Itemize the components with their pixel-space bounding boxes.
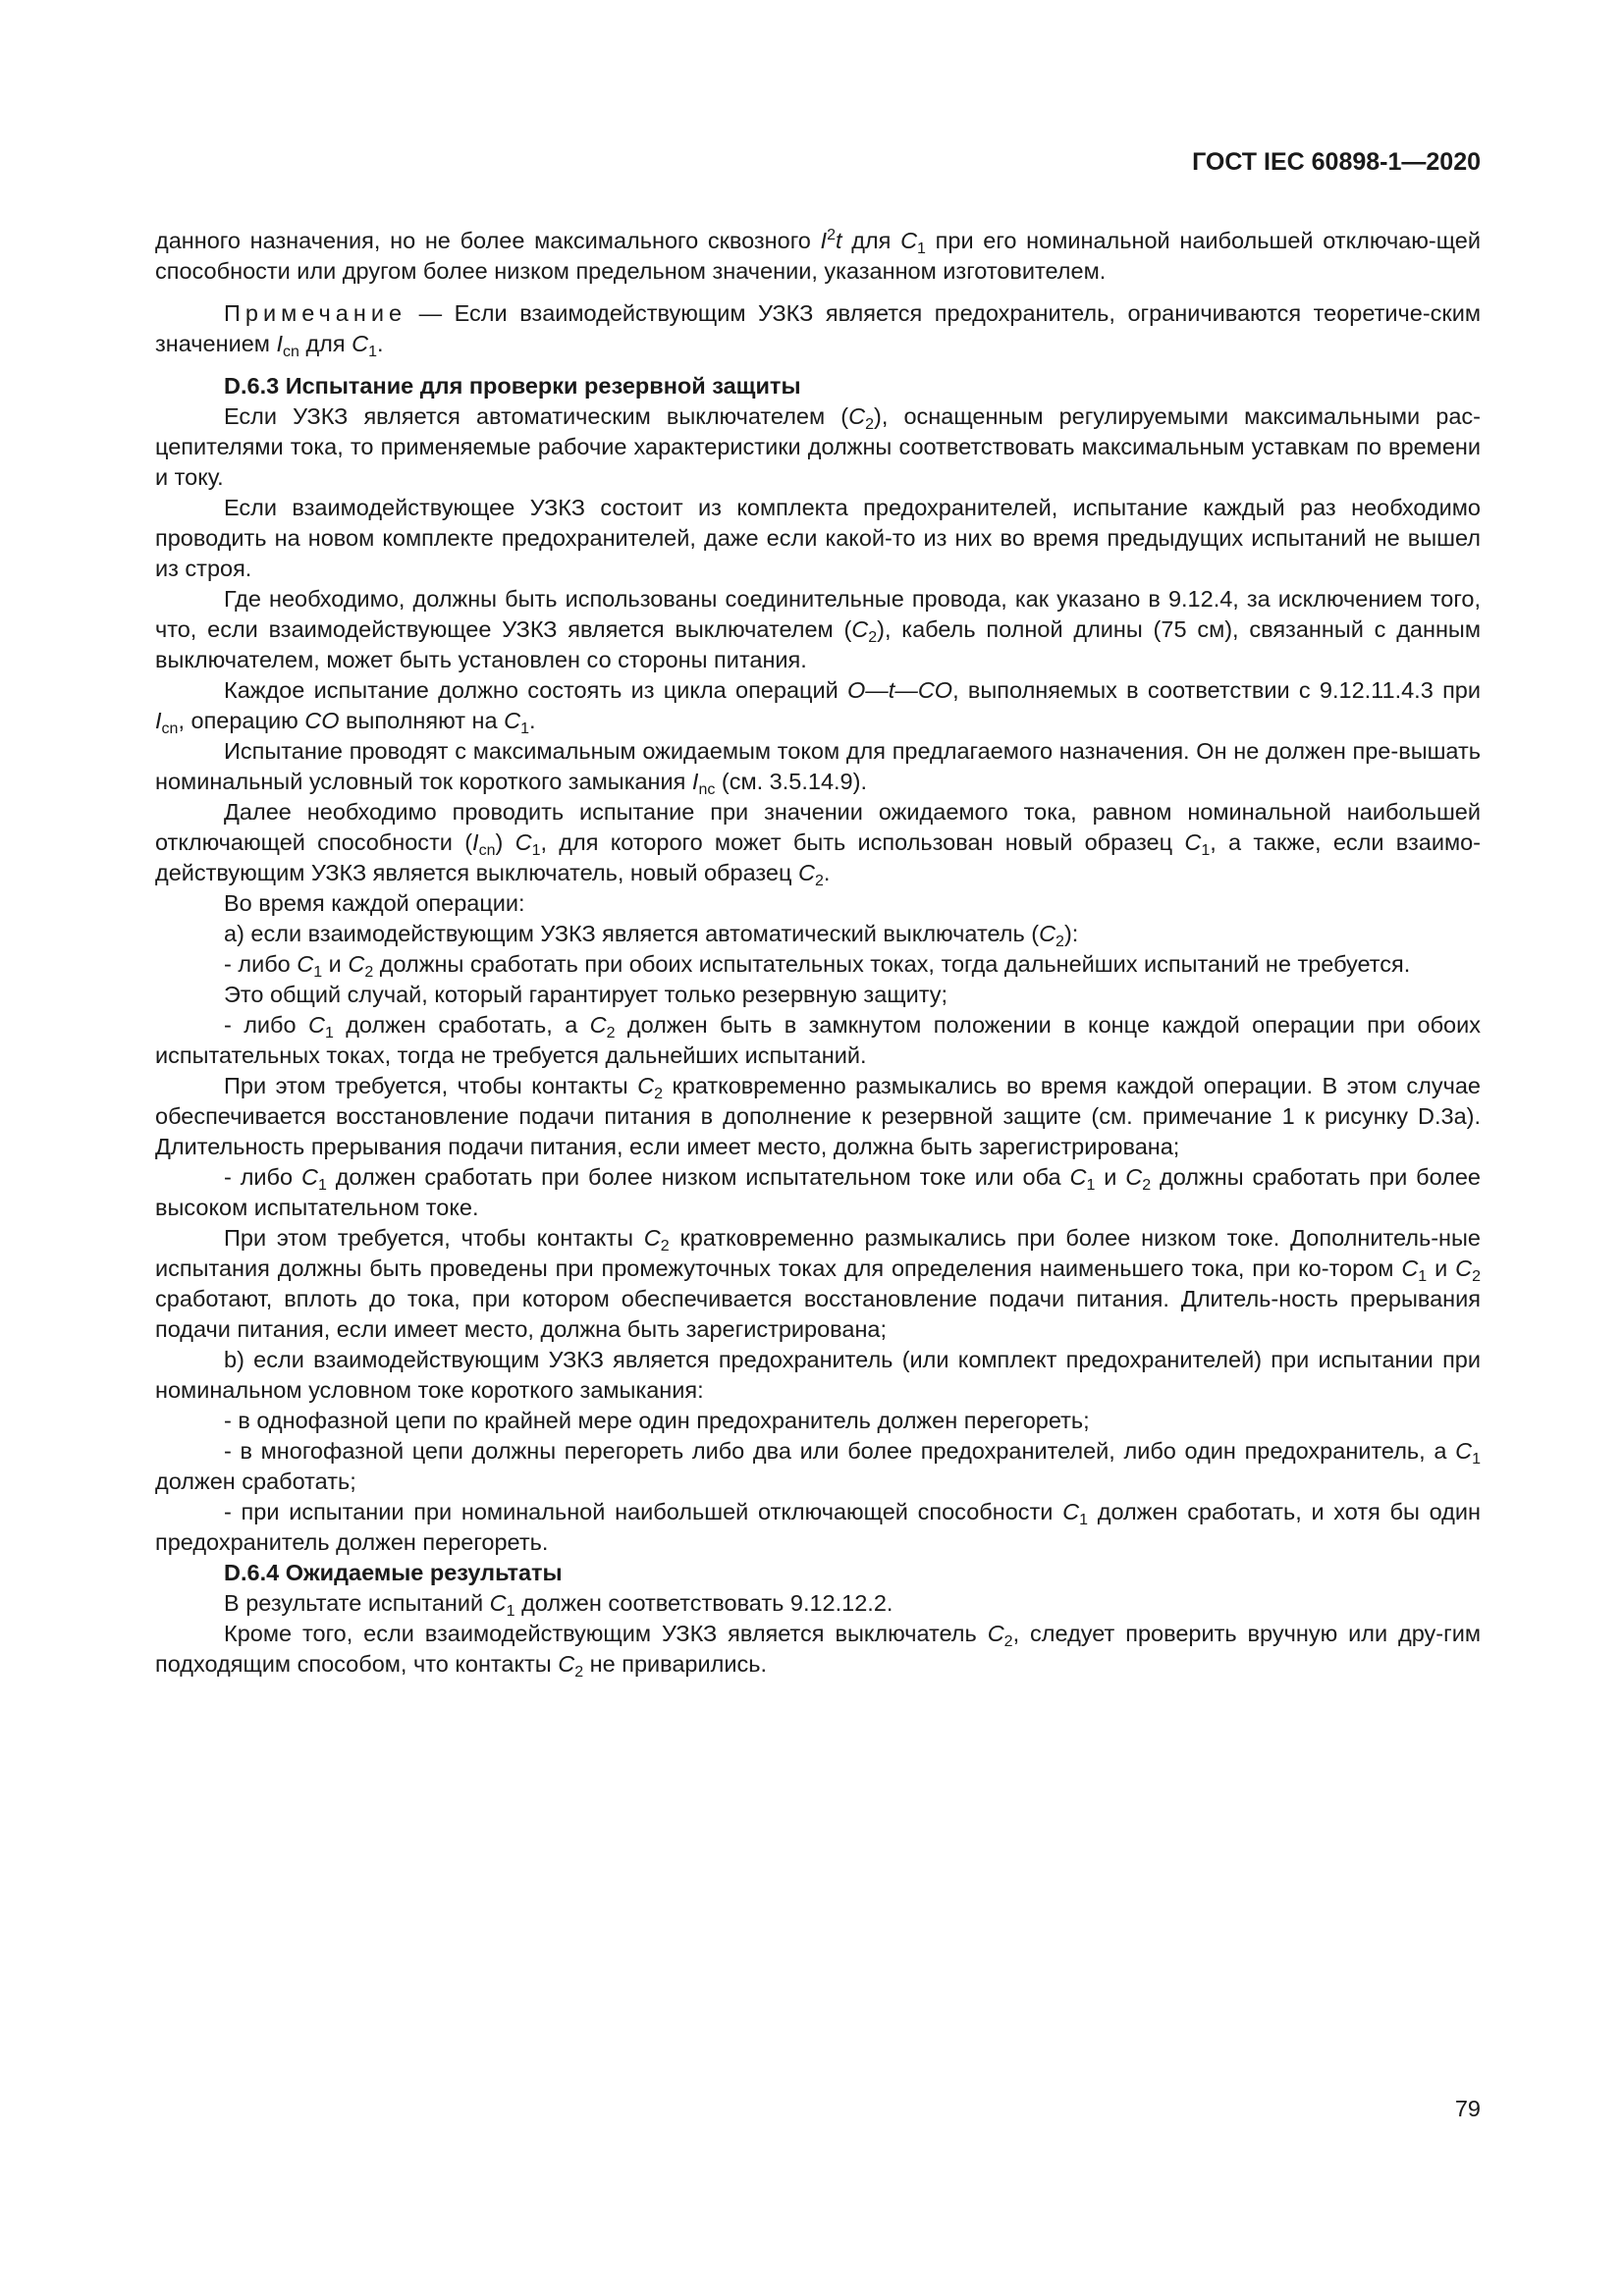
page-body [155,226,1481,1680]
list-item: - либо $C_1$ должен сработать, а $C_2$ должен быть в замкнутом положении в конце каждой операции при обоих испытательных токах, тогда не требуется дальнейших испытаний. [155,1012,1481,1068]
note: Примечание — Если взаимодействующим УЗКЗ является предохранитель, ограничиваются теоретиче-ским значением $I_{cn}$ для $C_1$. [155,300,1481,360]
list-item: - либо $C_1$ и $C_2$ должны сработать при обоих испытательных токах, тогда дальнейших испытаний не требуется. [224,951,1411,981]
list-item: - в однофазной цепи по крайней мере один предохранитель должен перегореть; [224,1408,1090,1433]
paragraph: Далее необходимо проводить испытание при значении ожидаемого тока, равном номинальной наибольшей отключающей способности $(I_{cn})$ $C_1$, для которого может быть использован новый образец $C_1$, а также, если взаимо-действующим УЗКЗ является выключатель, новый образец $C_2$. [155,799,1481,889]
list-item: b) если взаимодействующим УЗКЗ является предохранитель (или комплект предохранителей) при испытании при номинальном условном токе короткого замыкания: [155,1347,1481,1403]
page-header-standard: ГОСТ IEC 60898-1—2020 [1192,148,1481,176]
paragraph: Каждое испытание должно состоять из цикла операций O—t—CO, выполняемых в соответствии с 9.12.11.4.3 при $I_{cn}$, операцию CO выполняют на $C_1$. [155,677,1481,737]
paragraph: При этом требуется, чтобы контакты $C_2$ кратковременно размыкались во время каждой операции. В этом случае обеспечивается восстановление подачи питания в дополнение к резервной защите (см. примечание 1 к рисунку D.3а). Длительность прерывания подачи питания, если имеет место, должна быть зарегистрирована; [155,1073,1481,1159]
section-heading: D.6.4 Ожидаемые результаты [224,1560,563,1585]
paragraph: Где необходимо, должны быть использованы соединительные провода, как указано в 9.12.4, за исключением того, что, если взаимодействующее УЗКЗ является выключателем $(C_2)$, кабель полной длины (75 см), связанный с данным выключателем, может быть установлен со стороны питания. [155,586,1481,672]
paragraph: Испытание проводят с максимальным ожидаемым током для предлагаемого назначения. Он не должен пре-вышать номинальный условный ток короткого замыкания $I_{nc}$ (см. 3.5.14.9). [155,738,1481,798]
list-item: - в многофазной цепи должны перегореть либо два или более предохранителей, либо один предохранитель, а $C_1$ должен сработать; [155,1438,1481,1494]
paragraph: Кроме того, если взаимодействующим УЗКЗ является выключатель $C_2$, следует проверить вручную или дру-гим подходящим способом, что контакты $C_2$ не приварились. [155,1621,1481,1681]
paragraph: При этом требуется, чтобы контакты $C_2$ кратковременно размыкались при более низком токе. Дополнитель-ные испытания должны быть проведены при промежуточных токах для определения наименьшего тока, при ко-тором $C_1$ и $C_2$ сработают, вплоть до тока, при котором обеспечивается восстановление подачи питания. Длитель-ность прерывания подачи питания, если имеет место, должна быть зарегистрирована; [155,1225,1482,1342]
paragraph: данного назначения, но не более максимального сквозного $I^2t$ для $C_1$ при его номинальной наибольшей отключаю-щей способности или другом более низком предельном значении, указанном изготовителем. [155,227,1481,284]
section-heading: D.6.3 Испытание для проверки резервной защиты [224,373,801,399]
paragraph: Если УЗКЗ является автоматическим выключателем $(C_2)$, оснащенным регулируемыми максимальными рас-цепителями тока, то применяемые рабочие характеристики должны соответствовать максимальным уставкам по времени и току. [155,403,1481,490]
list-item: - либо $C_1$ должен сработать при более низком испытательном токе или оба $C_1$ и $C_2$ должны сработать при более высоком испытательном токе. [155,1164,1481,1220]
list-item: а) если взаимодействующим УЗКЗ является автоматический выключатель $(C_2)$: [224,921,1079,950]
paragraph: Во время каждой операции: [224,890,525,916]
paragraph: В результате испытаний $C_1$ должен соответствовать 9.12.12.2. [224,1590,893,1620]
paragraph: Если взаимодействующее УЗКЗ состоит из комплекта предохранителей, испытание каждый раз необходимо проводить на новом комплекте предохранителей, даже если какой-то из них во время предыдущих испытаний не вышел из строя. [155,495,1481,581]
note-label: Примечание [224,300,407,326]
list-item: - при испытании при номинальной наибольшей отключающей способности $C_1$ должен сработать, и хотя бы один предохранитель должен перегореть. [155,1499,1481,1555]
page-number: 79 [1454,2096,1481,2121]
paragraph: Это общий случай, который гарантирует только резервную защиту; [224,982,948,1007]
